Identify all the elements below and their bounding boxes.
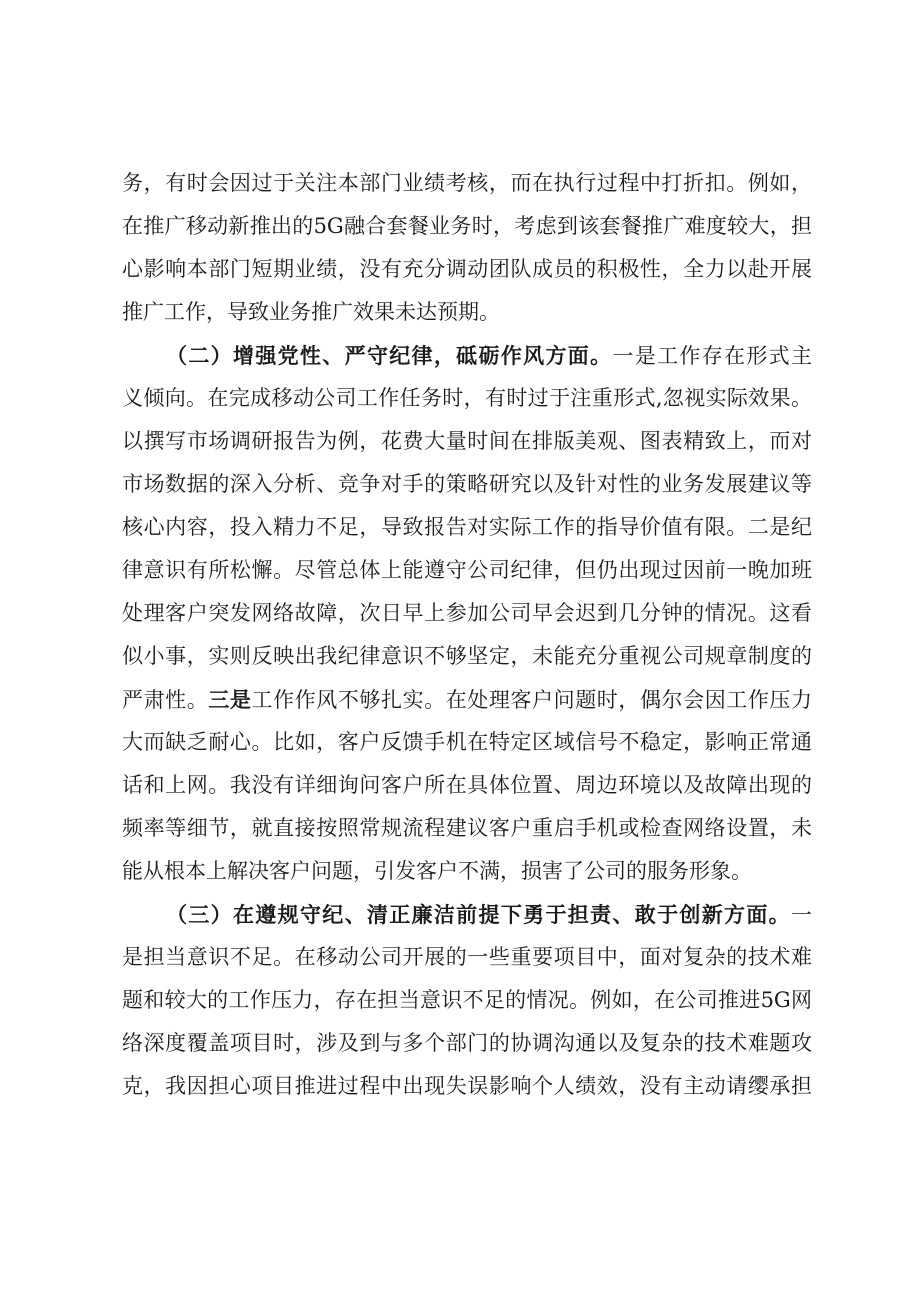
text-run: 似小事，实则反映出我纪律意识不够坚定，未能充分重视公司规章制度的	[122, 644, 812, 668]
text-run: 一是工作存在形式主	[612, 344, 813, 368]
section-heading-2: （二）增强党性、严守纪律，砥砺作风方面。	[166, 343, 613, 368]
text-line	[122, 850, 812, 893]
text-line	[122, 377, 812, 420]
text-run: 以撰写市场调研报告为例，花费大量时间在排版美观、图表精致上，而对	[122, 429, 812, 453]
paragraph-2	[122, 334, 812, 893]
text-run: 律意识有所松懈。尽管总体上能遵守公司纪律，但仍出现过因前一晚加班	[122, 558, 812, 582]
text-line	[122, 1022, 812, 1065]
text-run: 在推广移动新推出的5G融合套餐业务时，考虑到该套餐推广难度较大，担	[122, 214, 812, 238]
text-line	[122, 1065, 812, 1108]
text-run: 一	[791, 903, 812, 927]
text-run: 克，我因担心项目推进过程中出现失误影响个人绩效，没有主动请缨承担	[122, 1074, 812, 1098]
text-line	[122, 721, 812, 764]
text-run: 义倾向。在完成移动公司工作任务时，有时过于注重形式,忽视实际效果。	[122, 386, 812, 410]
paragraph-1	[122, 162, 812, 334]
text-line	[122, 764, 812, 807]
text-run: 大而缺乏耐心。比如，客户反馈手机在特定区域信号不稳定，影响正常通	[122, 730, 812, 754]
text-line	[122, 248, 812, 291]
text-run: 频率等细节，就直接按照常规流程建议客户重启手机或检查网络设置，未	[122, 816, 812, 840]
text-run: 络深度覆盖项目时，涉及到与多个部门的协调沟通以及复杂的技术难题攻	[122, 1031, 812, 1055]
text-run: 题和较大的工作压力，存在担当意识不足的情况。例如，在公司推进5G网	[122, 988, 812, 1012]
text-line	[122, 893, 812, 936]
text-line	[122, 506, 812, 549]
text-line	[122, 549, 812, 592]
text-run: 工作作风不够扎实。在处理客户问题时，偶尔会因工作压力	[251, 688, 813, 712]
text-line	[122, 592, 812, 635]
text-line	[122, 936, 812, 979]
text-line	[122, 979, 812, 1022]
text-line	[122, 162, 812, 205]
text-run: 能从根本上解决客户问题，引发客户不满，损害了公司的服务形象。	[122, 859, 752, 883]
text-run: 市场数据的深入分析、竞争对手的策略研究以及针对性的业务发展建议等	[122, 472, 812, 496]
paragraph-3	[122, 893, 812, 1108]
text-run: 核心内容，投入精力不足，导致报告对实际工作的指导价值有限。二是纪	[122, 515, 812, 539]
text-run: 是担当意识不足。在移动公司开展的一些重要项目中，面对复杂的技术难	[122, 945, 812, 969]
emphasis-run: 三是	[208, 687, 252, 712]
text-line	[122, 635, 812, 678]
text-line	[122, 807, 812, 850]
text-run: 心影响本部门短期业绩，没有充分调动团队成员的积极性，全力以赴开展	[122, 257, 812, 281]
section-heading-3: （三）在遵规守纪、清正廉洁前提下勇于担责、敢于创新方面。	[166, 902, 791, 927]
text-line	[122, 678, 812, 721]
text-run: 处理客户突发网络故障，次日早上参加公司早会迟到几分钟的情况。这看	[122, 601, 812, 625]
text-run: 话和上网。我没有详细询问客户所在具体位置、周边环境以及故障出现的	[122, 773, 812, 797]
text-line	[122, 463, 812, 506]
text-line	[122, 334, 812, 377]
text-run: 务，有时会因过于关注本部门业绩考核，而在执行过程中打折扣。例如，	[122, 171, 812, 195]
text-line	[122, 420, 812, 463]
text-run: 严肃性。	[122, 688, 209, 712]
text-run: 推广工作，导致业务推广效果未达预期。	[122, 300, 500, 324]
text-line	[122, 205, 812, 248]
text-line	[122, 291, 812, 334]
document-body	[122, 162, 812, 1108]
